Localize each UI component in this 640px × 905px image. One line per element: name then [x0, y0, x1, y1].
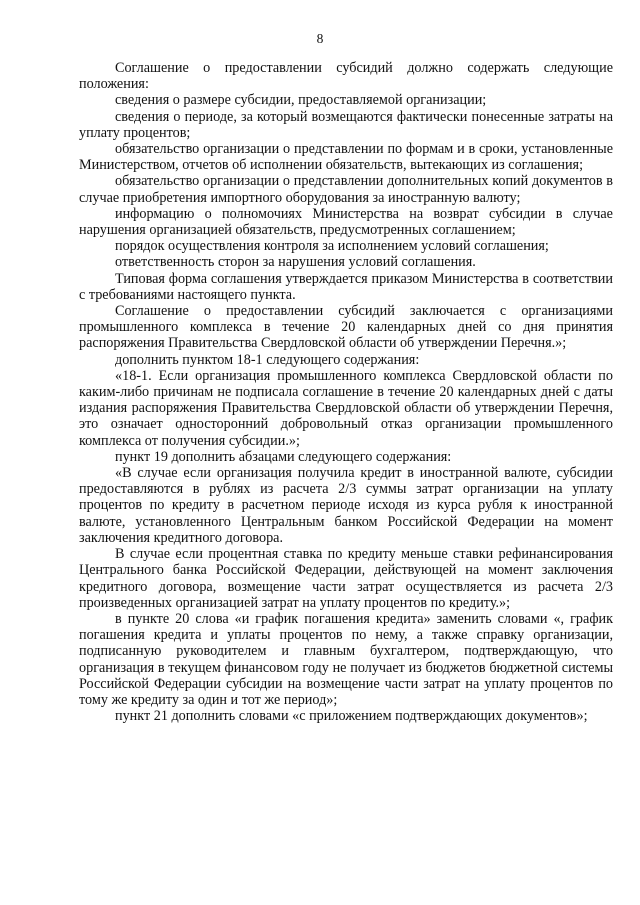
paragraph-item-19-amend: пункт 19 дополнить абзацами следующего содержания:	[115, 448, 452, 465]
document-body	[79, 60, 613, 724]
paragraph-add-item-18-1: дополнить пунктом 18-1 следующего содержания:	[115, 351, 420, 368]
paragraph-reporting-obligation: обязательство организации о представлении по формам и в сроки, установленные Министерством, отчетов об исполнении обязательств, вытекающих из соглашения;	[79, 141, 613, 174]
paragraph-reimbursement-period: сведения о периоде, за который возмещаются фактически понесенные затраты на уплату процентов;	[79, 108, 613, 141]
paragraph-item-18-1: «18-1. Если организация промышленного комплекса Свердловской области по каким-либо причинам не подписала соглашение в течение 20 календарных дней с даты издания распоряжения Правительства Свердловской области об утверждении Перечня, это означает односторонний добровольный отказ организации промышленного комплекса от получения субсидии.»;	[79, 367, 613, 449]
paragraph-foreign-currency-loan: «В случае если организация получила кредит в иностранной валюте, субсидии предоставляются в рублях из расчета 2/3 суммы затрат организации на уплату процентов по кредиту в расчетном периоде исходя из курса рубля к иностранной валюте, установленного Центральным банком Российской Федерации на момент заключения кредитного договора.	[79, 465, 613, 546]
paragraph-item-20-amend: в пункте 20 слова «и график погашения кредита» заменить словами «, график погашения кредита и уплаты процентов по нему, а также справку организации, подписанную руководителем и главным бухгалтером, подтверждающую, что организация в текущем финансовом году не получает из бюджетов бюджетной системы Российской Федерации субсидии на возмещение части затрат на уплату процентов по тому же кредиту за один и тот же период»;	[79, 610, 613, 708]
paragraph-agreement-contents: Соглашение о предоставлении субсидий должно содержать следующие положения:	[79, 60, 613, 93]
paragraph-interest-rate: В случае если процентная ставка по кредиту меньше ставки рефинансирования Центрального банка Российской Федерации, действующей на момент заключения кредитного договора, возмещение части затрат осуществляется из расчета 2/3 произведенных организацией затрат на уплату процентов по кредиту.»;	[79, 546, 613, 611]
paragraph-copies-obligation: обязательство организации о представлении дополнительных копий документов в случае приобретения импортного оборудования за иностранную валюту;	[79, 173, 613, 206]
paragraph-item-21-amend: пункт 21 дополнить словами «с приложением подтверждающих документов»;	[115, 708, 588, 725]
paragraph-standard-form: Типовая форма соглашения утверждается приказом Министерства в соответствии с требованиями настоящего пункта.	[79, 270, 613, 303]
paragraph-control-procedure: порядок осуществления контроля за исполнением условий соглашения;	[115, 238, 549, 255]
paragraph-refund-powers: информацию о полномочиях Министерства на возврат субсидии в случае нарушения организацией обязательств, предусмотренных соглашением;	[79, 205, 613, 239]
paragraph-responsibility: ответственность сторон за нарушения условий соглашения.	[115, 254, 476, 271]
paragraph-agreement-deadline: Соглашение о предоставлении субсидий заключается с организациями промышленного комплекса в течение 20 календарных дней со дня принятия распоряжения Правительства Свердловской области об утверждении Перечня.»;	[79, 303, 613, 352]
page-number: 8	[316, 31, 324, 46]
paragraph-subsidy-amount: сведения о размере субсидии, предоставляемой организации;	[115, 92, 487, 109]
